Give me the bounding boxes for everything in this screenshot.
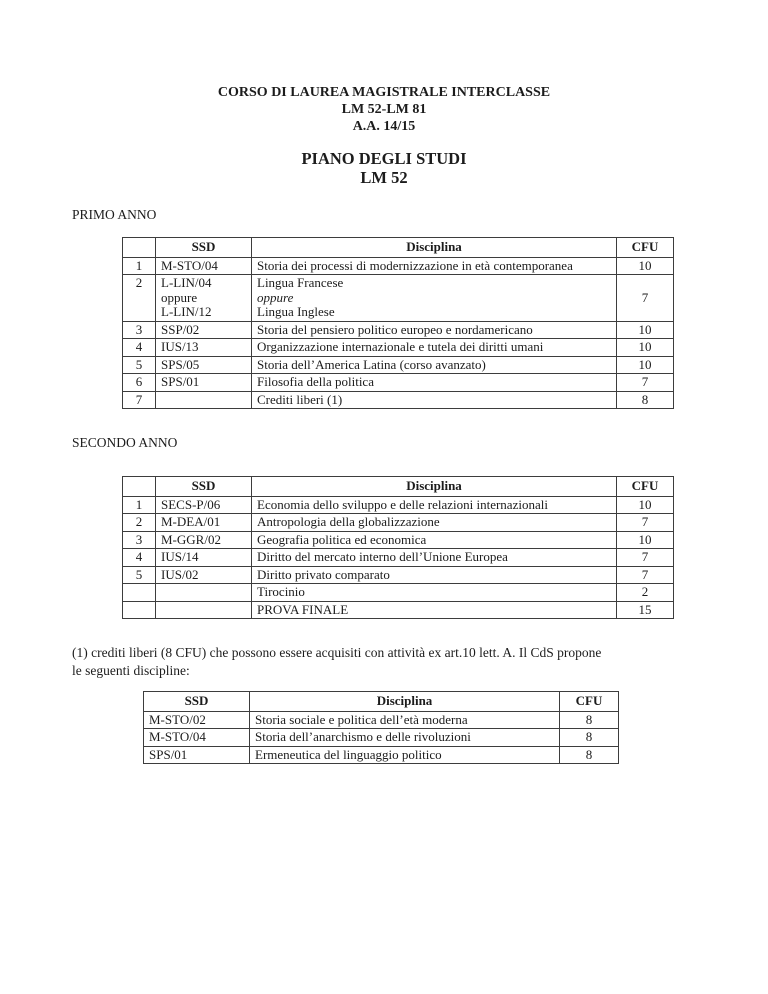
- cell-disciplina: Filosofia della politica: [252, 374, 617, 392]
- table-row: [123, 257, 674, 275]
- cell-num: 3: [123, 531, 156, 549]
- table-row: [123, 496, 674, 514]
- cell-ssd: [156, 601, 252, 619]
- cell-cfu: 8: [560, 729, 619, 747]
- cell-num: 1: [123, 496, 156, 514]
- table-row: [123, 514, 674, 532]
- cell-line: oppure: [161, 289, 198, 305]
- cell-ssd: M-STO/02: [144, 711, 250, 729]
- cell-line: L-LIN/04: [161, 275, 212, 290]
- table-row: [123, 566, 674, 584]
- cell-num: 5: [123, 356, 156, 374]
- cell-line: oppure: [257, 289, 294, 305]
- cell-num: 1: [123, 257, 156, 275]
- cell-num: [123, 601, 156, 619]
- column-header-disciplina: Disciplina: [252, 238, 617, 258]
- cell-num: 6: [123, 374, 156, 392]
- column-header-ssd: SSD: [156, 477, 252, 497]
- cell-ssd: SPS/01: [144, 746, 250, 764]
- page-title-line1: PIANO DEGLI STUDI: [301, 149, 467, 168]
- cell-ssd: SPS/01: [156, 374, 252, 392]
- column-header-disciplina: Disciplina: [252, 477, 617, 497]
- cell-disciplina: Antropologia della globalizzazione: [252, 514, 617, 532]
- table-row: [123, 321, 674, 339]
- cell-ssd: SECS-P/06: [156, 496, 252, 514]
- table-row: [144, 746, 619, 764]
- table-row: [123, 549, 674, 567]
- cell-ssd: SPS/05: [156, 356, 252, 374]
- cell-ssd: M-STO/04: [156, 257, 252, 275]
- header-row: [123, 238, 674, 258]
- column-header-num: [123, 238, 156, 258]
- cell-num: 4: [123, 339, 156, 357]
- column-header-cfu: CFU: [617, 477, 674, 497]
- header-class-codes: LM 52-LM 81: [341, 102, 427, 117]
- cell-cfu: 7: [617, 374, 674, 392]
- cell-num: 4: [123, 549, 156, 567]
- column-header-ssd: SSD: [156, 238, 252, 258]
- table-row: [144, 711, 619, 729]
- cell-cfu: 8: [560, 711, 619, 729]
- cell-cfu: 7: [617, 549, 674, 567]
- cell-num: 2: [123, 514, 156, 532]
- cell-ssd: IUS/02: [156, 566, 252, 584]
- cell-cfu: 8: [617, 391, 674, 409]
- document-header: [0, 0, 768, 135]
- cell-cfu: 7: [617, 275, 674, 322]
- cell-disciplina: Economia dello sviluppo e delle relazioni internazionali: [252, 496, 617, 514]
- cell-num: [123, 584, 156, 602]
- column-header-cfu: CFU: [617, 238, 674, 258]
- cell-disciplina: Storia dei processi di modernizzazione in età contemporanea: [252, 257, 617, 275]
- cell-num: 5: [123, 566, 156, 584]
- cell-cfu: 10: [617, 257, 674, 275]
- column-header-cfu: CFU: [560, 692, 619, 712]
- cell-num: 3: [123, 321, 156, 339]
- first-year-heading: PRIMO ANNO: [72, 207, 157, 222]
- cell-disciplina: [252, 275, 617, 322]
- cell-disciplina: Diritto privato comparato: [252, 566, 617, 584]
- column-header-disciplina: Disciplina: [250, 692, 560, 712]
- cell-cfu: 10: [617, 496, 674, 514]
- cell-ssd: M-GGR/02: [156, 531, 252, 549]
- cell-num: 2: [123, 275, 156, 322]
- first-year-table: [122, 237, 674, 409]
- footnote-line1: (1) crediti liberi (8 CFU) che possono essere acquisiti con attività ex art.10 lett. A. Il CdS propone: [72, 645, 602, 660]
- table-row: [123, 531, 674, 549]
- cell-cfu: 2: [617, 584, 674, 602]
- cell-cfu: 7: [617, 514, 674, 532]
- cell-disciplina: Crediti liberi (1): [252, 391, 617, 409]
- second-year-heading: SECONDO ANNO: [72, 435, 178, 450]
- cell-disciplina: Diritto del mercato interno dell’Unione Europea: [252, 549, 617, 567]
- cell-ssd: SSP/02: [156, 321, 252, 339]
- header-row: [123, 477, 674, 497]
- cell-cfu: 7: [617, 566, 674, 584]
- cell-disciplina: Geografia politica ed economica: [252, 531, 617, 549]
- cell-line: L-LIN/12: [161, 304, 212, 319]
- header-row: [144, 692, 619, 712]
- cell-cfu: 10: [617, 531, 674, 549]
- table-row: [123, 584, 674, 602]
- cell-disciplina: Organizzazione internazionale e tutela dei diritti umani: [252, 339, 617, 357]
- cell-cfu: 10: [617, 321, 674, 339]
- footnote: [72, 644, 708, 679]
- table-row: [123, 356, 674, 374]
- cell-disciplina: Tirocinio: [252, 584, 617, 602]
- page-title: [0, 149, 768, 187]
- cell-ssd: [156, 391, 252, 409]
- cell-ssd: M-STO/04: [144, 729, 250, 747]
- cell-disciplina: PROVA FINALE: [252, 601, 617, 619]
- cell-cfu: 10: [617, 356, 674, 374]
- cell-cfu: 15: [617, 601, 674, 619]
- table-row: [144, 729, 619, 747]
- cell-cfu: 8: [560, 746, 619, 764]
- cell-disciplina: Storia sociale e politica dell’età moderna: [250, 711, 560, 729]
- cell-disciplina: Storia dell’anarchismo e delle rivoluzioni: [250, 729, 560, 747]
- free-credits-table: [143, 691, 619, 764]
- cell-line: Lingua Francese: [257, 275, 344, 290]
- cell-ssd: [156, 275, 252, 322]
- cell-disciplina: Storia dell’America Latina (corso avanzato): [252, 356, 617, 374]
- cell-cfu: 10: [617, 339, 674, 357]
- table-header: [123, 477, 674, 497]
- column-header-num: [123, 477, 156, 497]
- cell-disciplina: Storia del pensiero politico europeo e nordamericano: [252, 321, 617, 339]
- column-header-ssd: SSD: [144, 692, 250, 712]
- footnote-line2: le seguenti discipline:: [72, 662, 190, 678]
- table-row: [123, 339, 674, 357]
- table-header: [123, 238, 674, 258]
- cell-ssd: IUS/14: [156, 549, 252, 567]
- cell-ssd: IUS/13: [156, 339, 252, 357]
- table-row: [123, 391, 674, 409]
- second-year-table: [122, 476, 674, 619]
- header-academic-year: A.A. 14/15: [352, 119, 416, 134]
- header-course-name: CORSO DI LAUREA MAGISTRALE INTERCLASSE: [217, 85, 551, 100]
- cell-ssd: M-DEA/01: [156, 514, 252, 532]
- table-row: [123, 275, 674, 322]
- cell-line: Lingua Inglese: [257, 304, 335, 319]
- cell-disciplina: Ermeneutica del linguaggio politico: [250, 746, 560, 764]
- table-row: [123, 601, 674, 619]
- page-title-line2: LM 52: [360, 168, 408, 187]
- cell-ssd: [156, 584, 252, 602]
- cell-num: 7: [123, 391, 156, 409]
- table-row: [123, 374, 674, 392]
- table-header: [144, 692, 619, 712]
